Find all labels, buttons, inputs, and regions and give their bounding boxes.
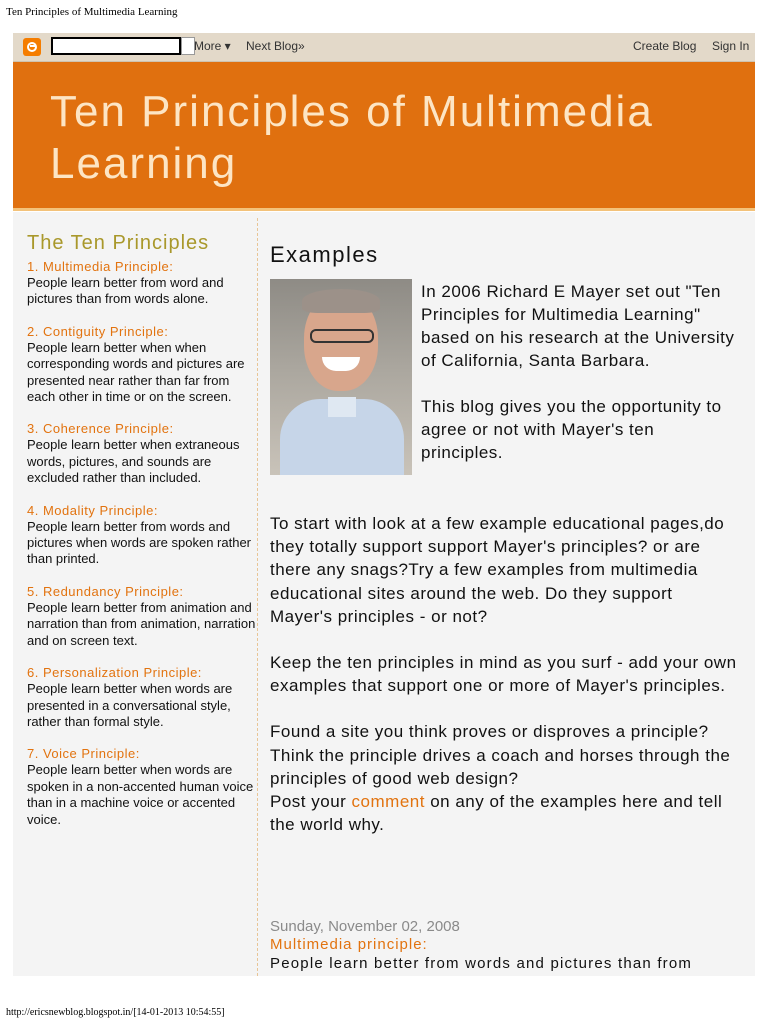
principle-name: 1. Multimedia Principle: (27, 259, 174, 274)
print-page-title: Ten Principles of Multimedia Learning (6, 6, 178, 18)
intro-paragraph: In 2006 Richard E Mayer set out "Ten Principles for Multimedia Learning" based on his research at the University of California, Santa Barbara. (421, 282, 735, 370)
principle-name: 7. Voice Principle: (27, 746, 140, 762)
principle-desc: People learn better from words and pictures when words are spoken rather than printed. (27, 518, 252, 567)
principle-item (27, 503, 259, 568)
body-paragraph: To start with look at a few example educational pages,do they totally support support Mayer's principles? or are there any snags?Try a few examples from multimedia educational sites around the web. Do they support Mayer's principles - or not? (270, 514, 725, 626)
post-intro (421, 280, 741, 487)
print-footer-url: http://ericsnewblog.blogspot.in/[14-01-2013 10:54:55] (6, 1007, 225, 1018)
principle-item (27, 665, 259, 730)
post-snippet: People learn better from words and pictures than from (270, 955, 693, 972)
principle-desc: People learn better from word and pictures than from words alone. (27, 275, 224, 307)
principle-name: 2. Contiguity Principle: (27, 323, 169, 339)
comment-link[interactable]: comment (351, 792, 425, 812)
body-paragraph: Keep the ten principles in mind as you surf - add your own examples that support one or more of Mayer's principles. (270, 653, 737, 696)
post-title-2[interactable]: Multimedia principle: (270, 936, 428, 953)
column-divider (257, 218, 258, 976)
post-body (270, 512, 740, 859)
next-blog-link[interactable]: Next Blog» (246, 39, 305, 53)
post-title[interactable]: Examples (270, 242, 379, 267)
principle-name: 5. Redundancy Principle: (27, 583, 184, 599)
principle-desc: People learn better when when corresponding words and pictures are presented near rather than far from each other in time or on the screen. (27, 339, 245, 405)
sidebar-title: The Ten Principles (27, 232, 210, 254)
body-line: Post your (270, 792, 352, 812)
principle-item (27, 584, 259, 649)
intro-paragraph: This blog gives you the opportunity to agree or not with Mayer's ten principles. (421, 397, 722, 462)
search-button[interactable] (181, 37, 195, 55)
date-header: Sunday, November 02, 2008 (270, 918, 460, 935)
more-menu[interactable]: More ▾ (194, 39, 231, 53)
principle-desc: People learn better when extraneous words, pictures, and sounds are excluded rather than included. (27, 437, 240, 486)
content-area (13, 212, 755, 976)
principle-desc: People learn better when words are spoken in a non-accented human voice than in a machine voice or accented voice. (27, 762, 254, 827)
principle-item (27, 421, 259, 486)
principle-name: 3. Coherence Principle: (27, 421, 174, 437)
author-photo (270, 279, 412, 475)
blog-title[interactable]: Ten Principles of Multimedia Learning (50, 87, 654, 188)
blogger-icon[interactable] (23, 38, 41, 56)
principle-desc: People learn better when words are presented in a conversational style, rather than formal style. (27, 681, 233, 729)
principle-item (27, 324, 259, 406)
create-blog-link[interactable]: Create Blog (633, 39, 697, 53)
main-column (270, 242, 740, 972)
body-line: Found a site you think proves or disproves a principle? (270, 722, 709, 742)
body-line: Think the principle drives a coach and horses through the principles of good web design? (270, 745, 731, 788)
principle-desc: People learn better from animation and narration than from animation, narration and on screen text. (27, 599, 256, 648)
principles-list (27, 259, 259, 828)
sidebar (27, 232, 259, 844)
body-paragraph (270, 720, 740, 836)
principle-name: 4. Modality Principle: (27, 502, 158, 518)
principle-item (27, 259, 259, 308)
sign-in-link[interactable]: Sign In (712, 39, 750, 53)
principle-item (27, 746, 259, 828)
blog-header (13, 62, 755, 211)
blogger-navbar (13, 33, 755, 62)
body-line: on any of the examples here and tell the world why. (270, 792, 723, 835)
principle-name: 6. Personalization Principle: (27, 665, 202, 681)
search-input[interactable] (51, 37, 181, 55)
